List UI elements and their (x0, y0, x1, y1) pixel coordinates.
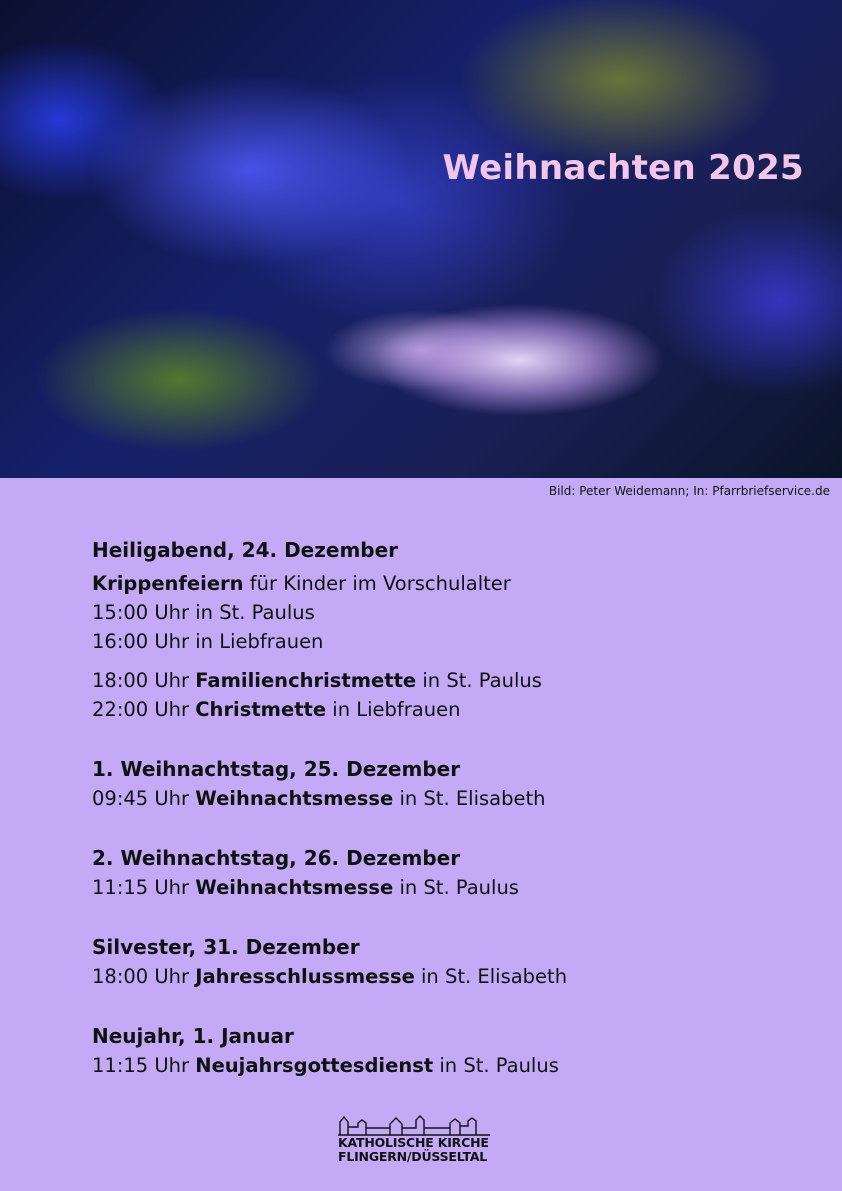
time-line: 15:00 Uhr in St. Paulus (92, 601, 315, 624)
service-name: Familienchristmette (195, 669, 417, 692)
service-line (92, 962, 792, 991)
section-heading: Neujahr, 1. Januar (92, 1024, 294, 1048)
service-name: Weihnachtsmesse (195, 876, 394, 899)
service-line (92, 695, 792, 724)
page-title: Weihnachten 2025 (442, 148, 804, 188)
service-place: in St. Elisabeth (414, 965, 568, 988)
service-place: in St. Elisabeth (393, 787, 546, 810)
krippen-line (92, 569, 792, 598)
service-name: Jahresschlussmesse (195, 965, 415, 988)
section-heading: 2. Weihnachtstag, 26. Dezember (92, 846, 461, 870)
service-name: Christmette (195, 698, 327, 721)
church-skyline-icon (338, 1114, 490, 1136)
parish-logo (338, 1114, 498, 1164)
service-time: 22:00 Uhr (92, 698, 196, 721)
image-credit: Bild: Peter Weidemann; In: Pfarrbriefservice.de (548, 484, 830, 498)
service-name: Neujahrsgottesdienst (195, 1054, 434, 1077)
service-time: 18:00 Uhr (92, 965, 196, 988)
section-heading: Silvester, 31. Dezember (92, 935, 360, 959)
krippen-desc: für Kinder im Vorschulalter (243, 572, 511, 595)
service-time: 09:45 Uhr (92, 787, 196, 810)
section-heading: 1. Weihnachtstag, 25. Dezember (92, 757, 461, 781)
service-time: 11:15 Uhr (92, 876, 196, 899)
service-line (92, 666, 792, 695)
logo-line-1: KATHOLISCHE KIRCHE (338, 1135, 489, 1150)
service-time: 18:00 Uhr (92, 669, 196, 692)
service-line (92, 1051, 792, 1080)
section-heading: Heiligabend, 24. Dezember (92, 538, 399, 562)
service-place: in St. Paulus (393, 876, 519, 899)
krippen-title: Krippenfeiern (92, 572, 244, 595)
service-line (92, 873, 792, 902)
service-place: in St. Paulus (433, 1054, 559, 1077)
schedule (92, 535, 792, 1080)
service-place: in St. Paulus (416, 669, 542, 692)
header-image (0, 0, 842, 478)
service-place: in Liebfrauen (326, 698, 461, 721)
service-name: Weihnachtsmesse (195, 787, 394, 810)
service-line (92, 784, 792, 813)
logo-line-2: FLINGERN/DÜSSELTAL (338, 1149, 488, 1164)
service-time: 11:15 Uhr (92, 1054, 196, 1077)
time-line: 16:00 Uhr in Liebfrauen (92, 630, 324, 653)
